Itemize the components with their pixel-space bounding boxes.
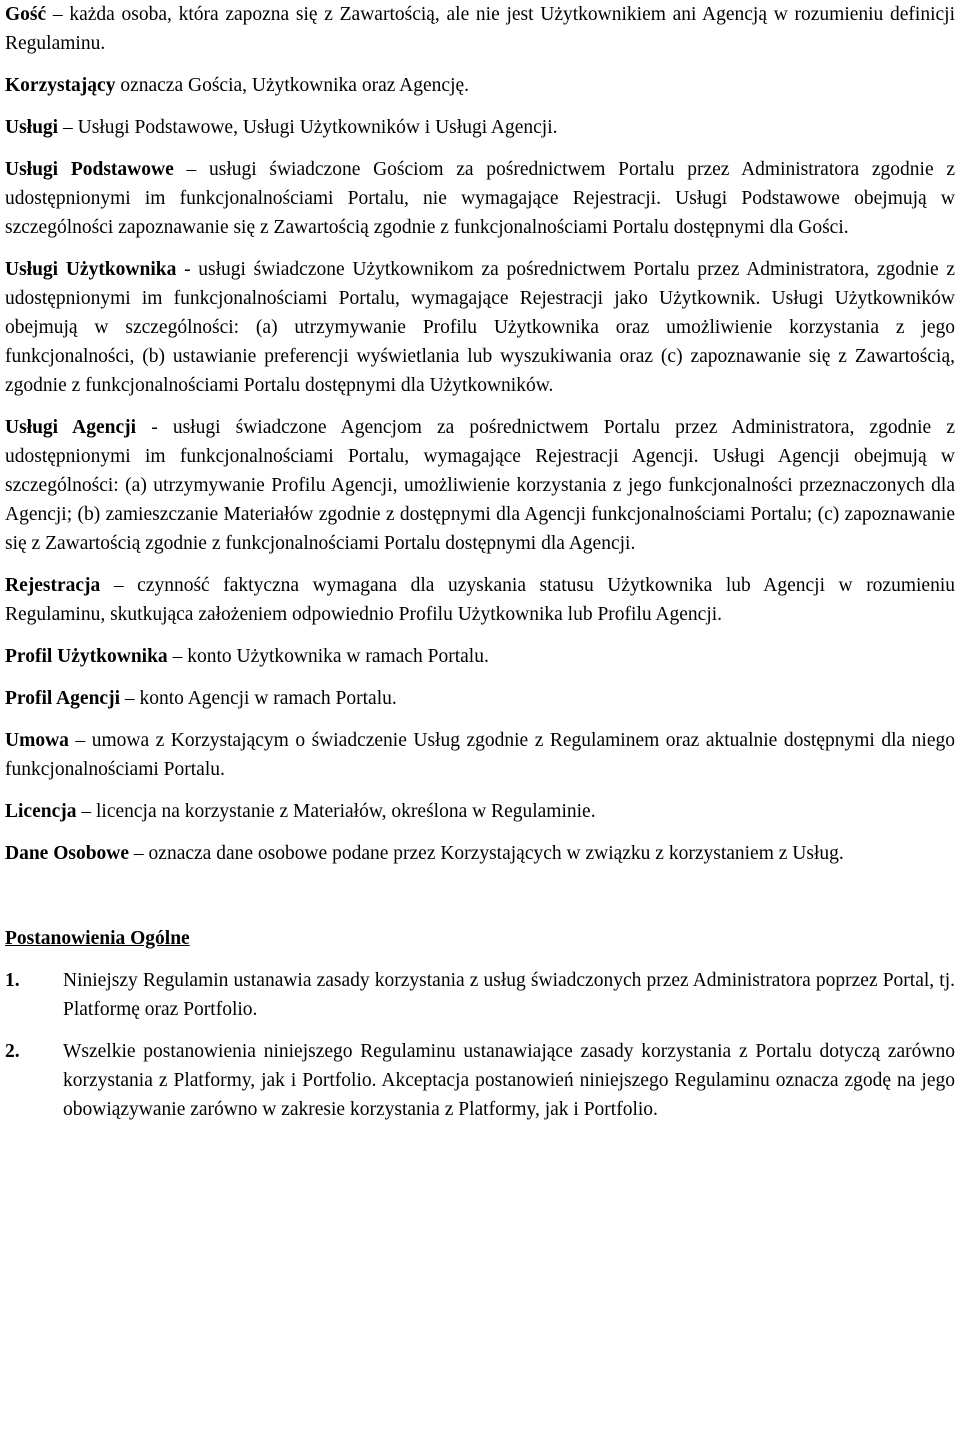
definition-term: Umowa [5, 730, 69, 751]
definition-text: - usługi świadczone Użytkownikom za pośrednictwem Portalu przez Administratora, zgodnie z udostępnionymi im funkcjonalnościami Portalu, wymagające Rejestracji jako Użytkownik. Usługi Użytkowników obejmują w szczególności: (a) utrzymywanie Profilu Użytkownika oraz umożliwienie korzystania z jego funkcjonalności, (b) ustawianie preferencji wyświetlania lub wyszukiwania oraz (c) zapoznawanie się z Zawartością, zgodnie z funkcjonalnościami Portalu dostępnymi dla Użytkowników. [5, 259, 955, 396]
list-item [5, 966, 955, 1024]
definition-korzystajacy [5, 71, 955, 100]
definition-licencja [5, 797, 955, 826]
definition-uslugi [5, 113, 955, 142]
list-item-text: Niniejszy Regulamin ustanawia zasady korzystania z usług świadczonych przez Administratora poprzez Portal, tj. Platformę oraz Portfolio. [63, 970, 955, 1020]
list-item [5, 1037, 955, 1124]
definition-text: – Usługi Podstawowe, Usługi Użytkowników i Usługi Agencji. [58, 117, 558, 138]
definition-uslugi-uzytkownika [5, 255, 955, 400]
definition-text: – konto Agencji w ramach Portalu. [120, 688, 397, 709]
definition-term: Licencja [5, 801, 77, 822]
definition-term: Rejestracja [5, 575, 101, 596]
definition-text: – umowa z Korzystającym o świadczenie Usług zgodnie z Regulaminem oraz aktualnie dostępnymi dla niego funkcjonalnościami Portalu. [5, 730, 955, 780]
definition-term: Dane Osobowe [5, 843, 130, 864]
definition-uslugi-agencji [5, 413, 955, 558]
definition-term: Profil Użytkownika [5, 646, 168, 667]
definition-term: Usługi [5, 117, 59, 138]
section-heading: Postanowienia Ogólne [5, 928, 190, 949]
definition-text: – konto Użytkownika w ramach Portalu. [167, 646, 489, 667]
definition-text: – oznacza dane osobowe podane przez Korzystających w związku z korzystaniem z Usług. [129, 843, 844, 864]
list-item-number: 2. [5, 1041, 20, 1062]
definition-text: – licencja na korzystanie z Materiałów, określona w Regulaminie. [76, 801, 596, 822]
definition-text: – każda osoba, która zapozna się z Zawartością, ale nie jest Użytkownikiem ani Agencją w rozumieniu definicji Regulaminu. [5, 4, 955, 54]
definition-term: Profil Agencji [5, 688, 120, 709]
definition-text: - usługi świadczone Agencjom za pośrednictwem Portalu przez Administratora, zgodnie z udostępnionymi im funkcjonalnościami Portalu, wymagające Rejestracji Agencji. Usługi Agencji obejmują w szczególności: (a) utrzymywanie Profilu Agencji, umożliwienie korzystania z jego funkcjonalności przeznaczonych dla Agencji; (b) zamieszczanie Materiałów zgodnie z dostępnymi dla Agencji funkcjonalnościami Portalu; (c) zapoznawanie się z Zawartością zgodnie z funkcjonalnościami Portalu dostępnymi dla Agencji. [5, 417, 955, 554]
definition-term: Usługi Agencji [5, 417, 137, 438]
definition-profil-uzytkownika [5, 642, 955, 671]
definition-text: oznacza Gościa, Użytkownika oraz Agencję. [115, 75, 470, 96]
definition-uslugi-podstawowe [5, 155, 955, 242]
list-item-text: Wszelkie postanowienia niniejszego Regulaminu ustanawiające zasady korzystania z Portalu dotyczą zarówno korzystania z Platformy, jak i Portfolio. Akceptacja postanowień niniejszego Regulaminu oznacza zgodę na jego obowiązywanie zarówno w zakresie korzystania z Platformy, jak i Portfolio. [63, 1041, 955, 1120]
definition-term: Usługi Użytkownika [5, 259, 177, 280]
definition-term: Korzystający [5, 75, 116, 96]
definition-term: Gość [5, 4, 47, 25]
definition-profil-agencji [5, 684, 955, 713]
document-page [5, 0, 955, 1137]
definition-gosc [5, 0, 955, 58]
definition-rejestracja [5, 571, 955, 629]
definition-dane-osobowe [5, 839, 955, 868]
list-item-number: 1. [5, 970, 20, 991]
definition-text: – usługi świadczone Gościom za pośrednictwem Portalu przez Administratora zgodnie z udostępnionymi im funkcjonalnościami Portalu, nie wymagające Rejestracji. Usługi Podstawowe obejmują w szczególności zapoznawanie się z Zawartością zgodnie z funkcjonalnościami Portalu dostępnymi dla Gości. [5, 159, 955, 238]
definition-text: – czynność faktyczna wymagana dla uzyskania statusu Użytkownika lub Agencji w rozumieniu Regulaminu, skutkująca założeniem odpowiednio Profilu Użytkownika lub Profilu Agencji. [5, 575, 955, 625]
definition-term: Usługi Podstawowe [5, 159, 174, 180]
definition-umowa [5, 726, 955, 784]
